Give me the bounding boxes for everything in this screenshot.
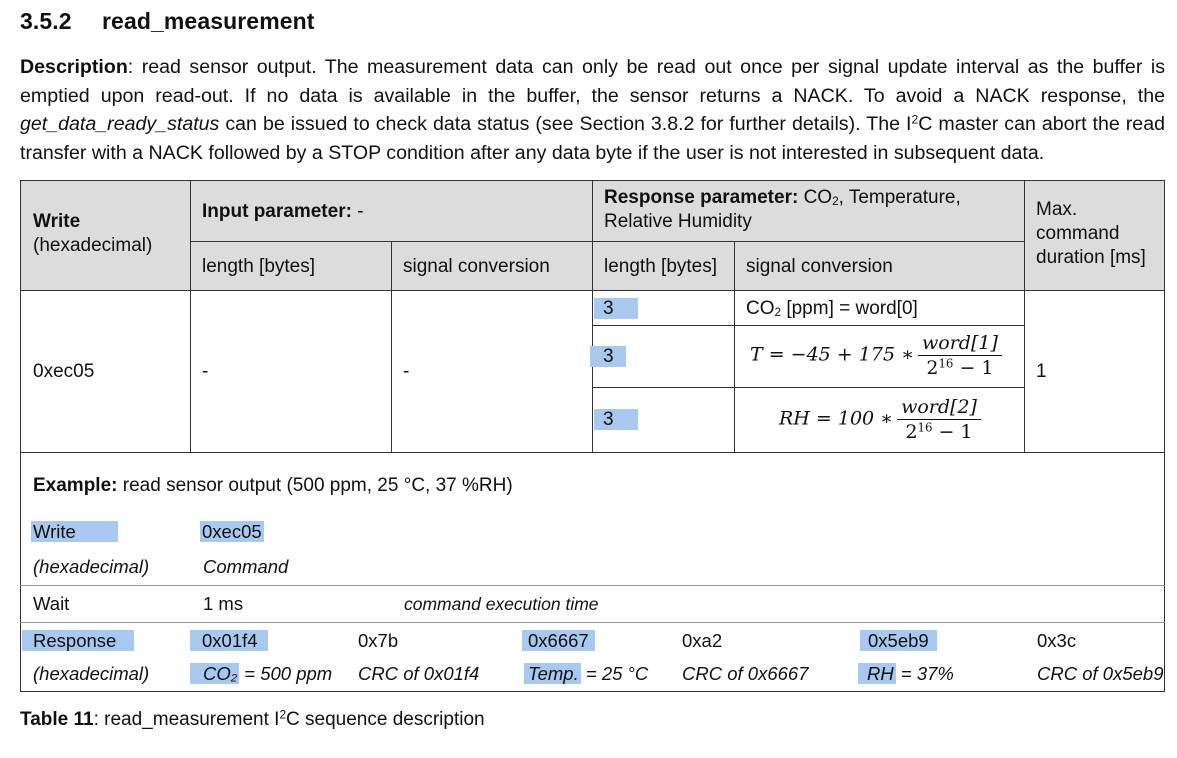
co2-conversion: $CO_2$ [ppm] = word[0]	[746, 298, 918, 319]
response-length-header: length [bytes]	[604, 256, 718, 277]
example-title: Example: read sensor output (500 ppm, 25 °C, 37 %RH)	[33, 475, 513, 496]
temp-length: 3	[590, 345, 626, 369]
max-duration-header: Max. command duration [ms]	[1036, 199, 1146, 268]
response-conversion-header: signal conversion	[746, 256, 893, 277]
humidity-formula: RH = 100 ∗ $\frac{\text{word[2]}}{2^{16} - 1}$	[779, 395, 981, 444]
input-conversion-value: -	[403, 361, 410, 382]
command-reference: get_data_ready_status	[20, 113, 220, 135]
section-number: 3.5.2	[20, 8, 72, 34]
crc1-meaning: CRC of 0x01f4	[358, 663, 480, 684]
response-byte-crc2: 0xa2	[682, 630, 723, 651]
example-write-value: 0xec05	[202, 521, 262, 542]
table-caption: Table 11: read_measurement $I^2C$ sequence description	[20, 708, 485, 730]
response-byte-temp: 0x6667	[522, 629, 595, 653]
description-label: Description	[20, 56, 128, 78]
example-wait-note: command execution time	[404, 594, 599, 614]
example-command-label: Command	[203, 556, 289, 577]
input-parameter-header: Input parameter: -	[202, 201, 364, 222]
input-conversion-header: signal conversion	[403, 256, 550, 277]
example-write-hex: (hexadecimal)	[33, 556, 150, 577]
response-byte-crc3: 0x3c	[1037, 630, 1077, 651]
duration-value: 1	[1036, 361, 1047, 382]
example-response-hex: (hexadecimal)	[33, 663, 150, 684]
co2-length: 3	[594, 297, 638, 321]
temp-meaning: Temp. = 25 °C	[524, 662, 648, 686]
write-value: 0xec05	[33, 361, 95, 382]
response-byte-crc1: 0x7b	[358, 630, 399, 651]
description-text-2: can be issued to check data status (see Section 3.8.2 for further details). The I	[219, 113, 912, 135]
rh-length: 3	[594, 408, 638, 432]
example-wait-value: 1 ms	[203, 593, 244, 614]
input-length-header: length [bytes]	[202, 256, 316, 277]
superscript: 2	[911, 112, 919, 127]
response-byte-co2: 0x01f4	[190, 629, 268, 653]
input-length-value: -	[202, 361, 209, 382]
response-parameter-header: Response parameter: $CO_2$, Temperature, Relative Humidity	[604, 187, 961, 232]
section-title: read_measurement	[102, 8, 315, 34]
crc3-meaning: CRC of 0x5eb9	[1037, 663, 1164, 684]
rh-meaning: RH = 37%	[858, 662, 954, 686]
description-text-1: : read sensor output. The measurement data can only be read out once per signal update interval as the buffer is emptied upon read-out. If no data is available in the buffer, the sensor returns a NACK. To avoid a NACK response, the	[20, 56, 1165, 107]
co2-meaning: $CO_2 = 500$ ppm	[190, 662, 332, 686]
example-wait-label: Wait	[33, 593, 70, 614]
description-text-3: C master can abort the read transfer with a NACK followed by a STOP condition after any data byte if the user is not interested in subsequent data.	[20, 113, 1165, 164]
example-response-label: Response	[22, 629, 134, 653]
write-header: Write (hexadecimal)	[33, 211, 153, 256]
temperature-formula: T = −45 + 175 ∗ $\frac{\text{word[1]}}{2^{16} - 1}$	[750, 331, 1002, 380]
response-byte-rh: 0x5eb9	[860, 629, 937, 653]
crc2-meaning: CRC of 0x6667	[682, 663, 809, 684]
example-write-label: Write	[31, 520, 118, 544]
